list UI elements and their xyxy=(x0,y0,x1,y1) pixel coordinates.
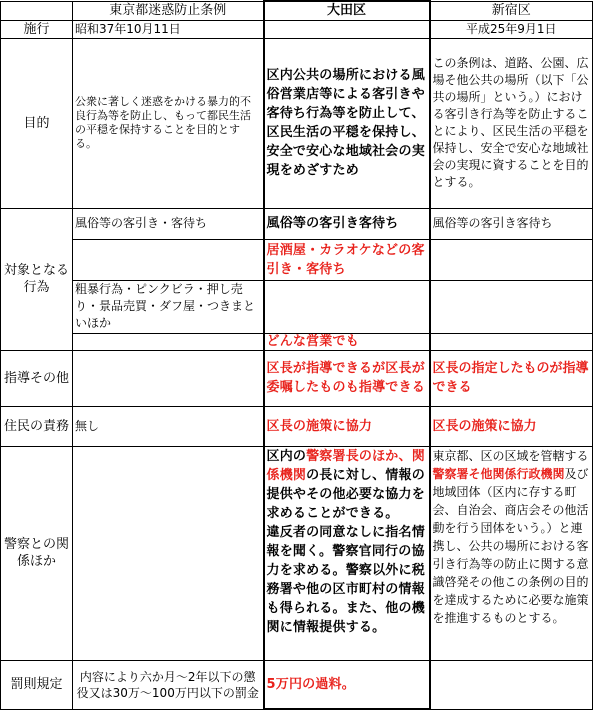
ota-target-4: どんな営業でも xyxy=(264,333,430,350)
ota-police-text-b: の長に対し、情報の提供やその他必要な協力を求めることができる。 xyxy=(266,467,425,521)
row-target-1 xyxy=(1,208,593,239)
shinjuku-target-2 xyxy=(430,239,593,280)
tokyo-penalty: 内容により六か月～2年以下の懲役又は30万～100万円以下の罰金 xyxy=(73,660,264,709)
shinjuku-penalty xyxy=(430,660,593,709)
ota-target-3 xyxy=(264,280,430,333)
ota-penalty: 5万円の過料。 xyxy=(264,660,430,709)
shinjuku-police-text-red: 警察署そ他関係行政機関 xyxy=(432,466,565,481)
ota-police-text-red: 警察署長のほか、関係機関 xyxy=(266,448,425,483)
ota-guidance: 区長が指導できるが区長が委嘱したものも指導できる xyxy=(264,350,430,406)
ota-police-text-a: 区内の xyxy=(266,448,307,464)
shinjuku-enforcement: 平成25年9月1日 xyxy=(430,20,593,38)
ota-target-2: 居酒屋・カラオケなどの客引き・客待ち xyxy=(264,239,430,280)
row-residents xyxy=(1,406,593,446)
ota-residents: 区長の施策に協力 xyxy=(264,406,430,446)
shinjuku-residents: 区長の施策に協力 xyxy=(430,406,593,446)
row-police xyxy=(1,446,593,660)
tokyo-target-1: 風俗等の客引き・客待ち xyxy=(73,208,264,239)
tokyo-police xyxy=(73,446,264,660)
shinjuku-target-3 xyxy=(430,280,593,333)
row-penalty xyxy=(1,660,593,709)
tokyo-purpose: 公衆に著しく迷惑をかける暴力的不良行為等を防止し、もって都民生活の平穏を保持することを目的とする。 xyxy=(73,38,264,208)
shinjuku-police-text-a: 東京都、区の区域を管轄する xyxy=(432,448,589,463)
shinjuku-target-4 xyxy=(430,333,593,350)
header-ota: 大田区 xyxy=(264,1,430,20)
tokyo-guidance xyxy=(73,350,264,406)
label-police: 警察との関係ほか xyxy=(1,446,73,660)
tokyo-target-4 xyxy=(73,333,264,350)
shinjuku-police xyxy=(430,446,593,660)
ota-police-para-1 xyxy=(267,447,427,523)
ota-police-para-2: 違反者の同意なしに指名情報を聞く。警察官同行の協力を求める。警察以外に税務署や他の区市町村の情報も得られる。また、他の機関に情報提供する。 xyxy=(266,524,425,635)
row-guidance xyxy=(1,350,593,406)
shinjuku-guidance: 区長の指定したものが指導できる xyxy=(430,350,593,406)
label-purpose: 目的 xyxy=(1,38,73,208)
ota-purpose: 区内公共の場所における風俗営業店等による客引きや客待ち行為等を防止して、区民生活の平穏を保持し、安全で安心な地域社会の実現をめざすため xyxy=(264,38,430,208)
header-tokyo: 東京都迷惑防止条例 xyxy=(73,1,264,20)
label-guidance: 指導その他 xyxy=(1,350,73,406)
ota-target-1: 風俗等の客引き客待ち xyxy=(264,208,430,239)
ota-police xyxy=(264,446,430,660)
header-row xyxy=(1,1,593,20)
tokyo-enforcement: 昭和37年10月11日 xyxy=(73,20,264,38)
row-target-2 xyxy=(1,239,593,280)
label-residents: 住民の責務 xyxy=(1,406,73,446)
shinjuku-purpose: この条例は、道路、公園、広場そ他公共の場所（以下「公共の場所」という。）における客引き行為等を防止することにより、区民生活の平穏を保持し、安全で安心な地域社会の実現に資することを目的とする。 xyxy=(430,38,593,208)
row-target-4 xyxy=(1,333,593,350)
tokyo-residents: 無し xyxy=(73,406,264,446)
shinjuku-target-1: 風俗等の客引き客待ち xyxy=(430,208,593,239)
tokyo-target-2 xyxy=(73,239,264,280)
tokyo-target-3: 粗暴行為・ピンクビラ・押し売り・景品売買・ダフ屋・つきまといほか xyxy=(73,280,264,333)
label-target: 対象となる行為 xyxy=(1,208,73,350)
shinjuku-police-text-b: 及び地域団体（区内に存する町会、自治会、商店会その他活動を行う団体をいう。）と連携し、公共の場所における客引き行為等の防止に関する意識啓発その他この条例の目的を達成するために必要な施策を推進するものとする。 xyxy=(432,466,589,625)
ota-enforcement xyxy=(264,20,430,38)
row-purpose xyxy=(1,38,593,208)
header-shinjuku: 新宿区 xyxy=(430,1,593,20)
row-enforcement xyxy=(1,20,593,38)
label-penalty: 罰則規定 xyxy=(1,660,73,709)
label-enforcement: 施行 xyxy=(1,20,73,38)
header-blank xyxy=(1,1,73,20)
row-target-3 xyxy=(1,280,593,333)
